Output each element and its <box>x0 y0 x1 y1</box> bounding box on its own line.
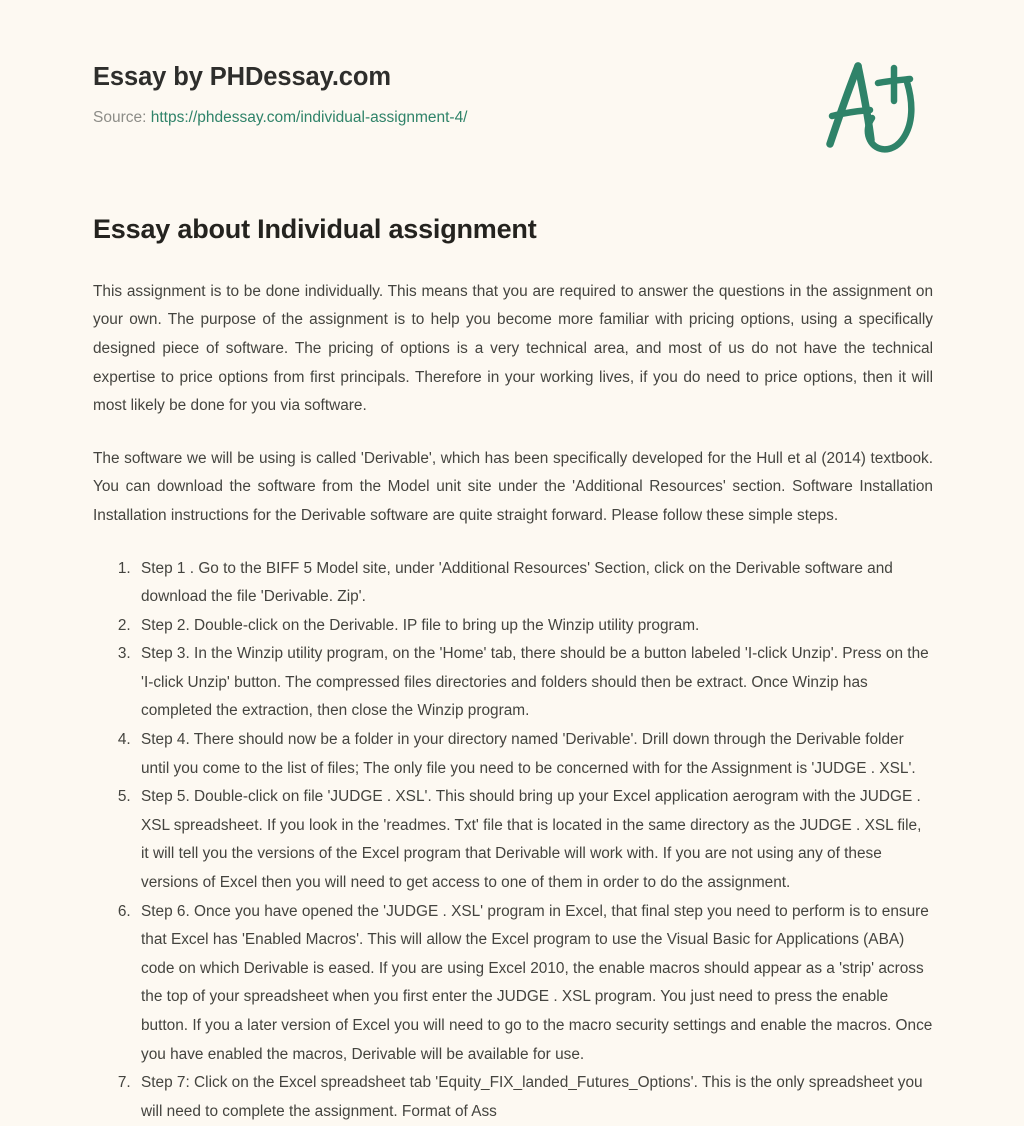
source-line <box>93 109 733 128</box>
software-paragraph: The software we will be using is called 'Derivable', which has been specifically developed for the Hull et al (2014) textbook. You can download the software from the Model unit site under the 'Additional Resources' section. Software Installation Installation instructions for the Derivable software are quite straight forward. Please follow these simple steps. <box>93 445 933 531</box>
list-item: 6. Step 6. Once you have opened the 'JUDGE . XSL' program in Excel, that final step you need to perform is to ensure that Excel has 'Enabled Macros'. This will allow the Excel program to use the Visual Basic for Applications (ABA) code on which Derivable is eased. If you are using Excel 2010, the enable macros should appear as a 'strip' across the top of your spreadsheet when you first enter the JUDGE . XSL program. You just need to press the enable button. If you a later version of Excel you will need to go to the macro security settings and enable the macros. Once you have enabled the macros, Derivable will be available for use. <box>135 898 933 1070</box>
page-title: Essay about Individual assignment <box>93 213 933 247</box>
intro-paragraph: This assignment is to be done individually. This means that you are required to answer the questions in the assignment on your own. The purpose of the assignment is to help you become more familiar with pricing options, using a specifically designed piece of software. The pricing of options is a very technical area, and most of us do not have the technical expertise to price options from first principals. Therefore in your working lives, if you do need to price options, then it will most likely be done for you via software. <box>93 278 933 421</box>
list-item: 1. Step 1 . Go to the BIFF 5 Model site, under 'Additional Resources' Section, click on the Derivable software and download the file 'Derivable. Zip'. <box>135 555 933 612</box>
source-label: Source: <box>93 109 146 126</box>
list-item: 5. Step 5. Double-click on file 'JUDGE . XSL'. This should bring up your Excel application aerogram with the JUDGE . XSL spreadsheet. If you look in the 'readmes. Txt' file that is located in the same directory as the JUDGE . XSL file, it will tell you the versions of the Excel program that Derivable will work with. If you are not using any of these versions of Excel then you will need to get access to one of them in order to do the assignment. <box>135 783 933 897</box>
installation-steps-list <box>93 555 933 1126</box>
list-item: 7. Step 7: Click on the Excel spreadsheet tab 'Equity_FIX_landed_Futures_Options'. This is the only spreadsheet you will need to complete the assignment. Format of Ass <box>135 1069 933 1126</box>
page-header <box>0 0 1024 200</box>
brand-block <box>93 62 733 127</box>
brand-title: Essay by PHDessay.com <box>93 62 733 93</box>
list-item: 4. Step 4. There should now be a folder in your directory named 'Derivable'. Drill down through the Derivable folder until you come to the list of files; The only file you need to be concerned with for the Assignment is 'JUDGE . XSL'. <box>135 726 933 783</box>
list-item: 2. Step 2. Double-click on the Derivable. IP file to bring up the Winzip utility program. <box>135 612 933 641</box>
a-plus-logo <box>806 48 926 168</box>
a-plus-logo-icon <box>806 48 926 168</box>
list-item: 3. Step 3. In the Winzip utility program, on the 'Home' tab, there should be a button labeled 'I-click Unzip'. Press on the 'I-click Unzip' button. The compressed files directories and folders should then be extract. Once Winzip has completed the extraction, then close the Winzip program. <box>135 640 933 726</box>
source-url-link[interactable]: https://phdessay.com/individual-assignment-4/ <box>151 109 468 126</box>
article-body <box>93 213 933 1126</box>
